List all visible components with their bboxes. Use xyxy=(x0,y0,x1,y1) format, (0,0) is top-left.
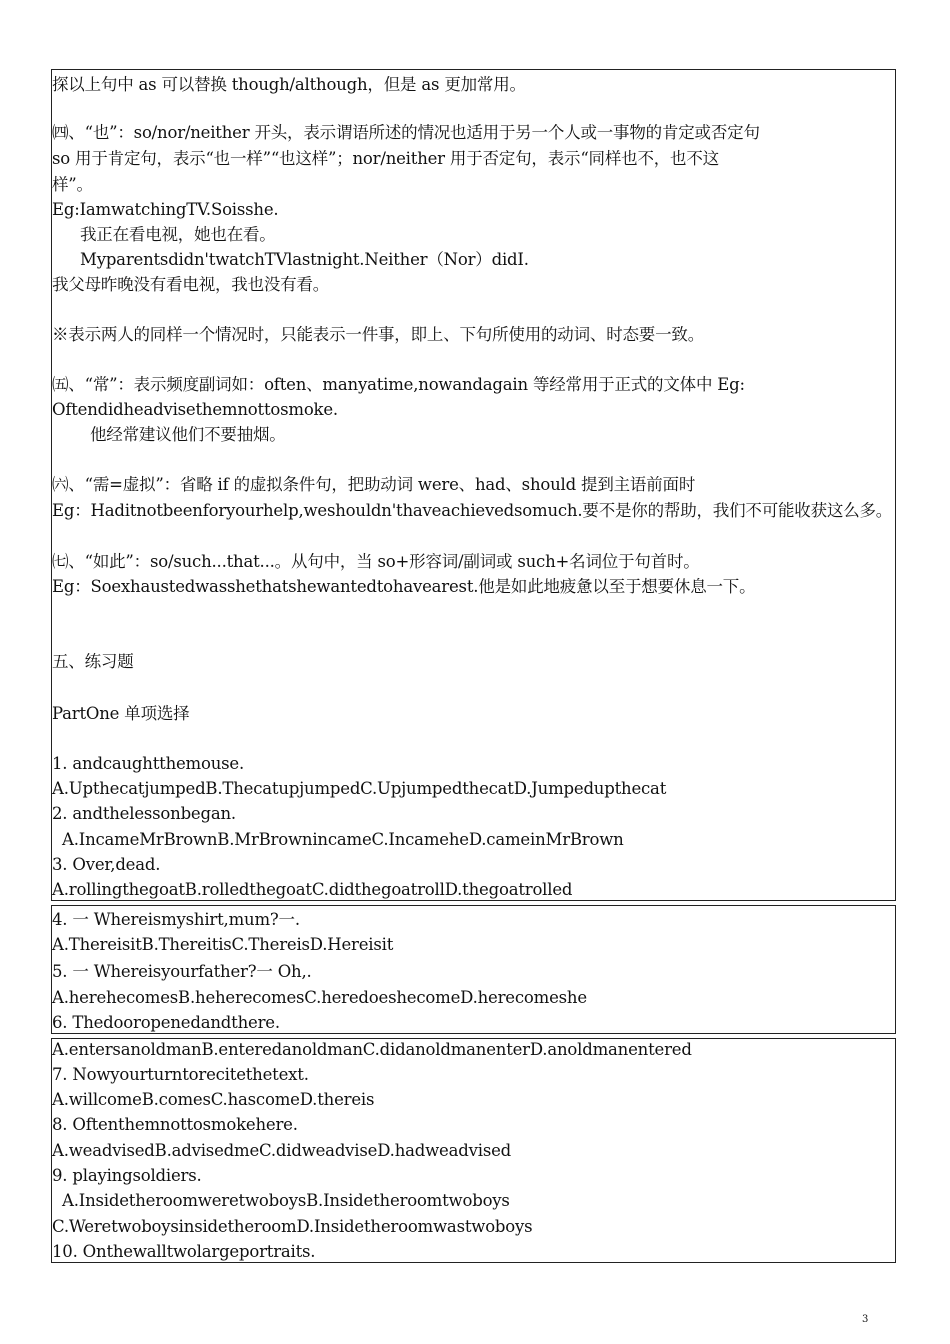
grammar-notes-box xyxy=(51,69,896,901)
question: 2. andthelessonbegan. xyxy=(52,804,236,823)
question-options: A.entersanoldmanB.enteredanoldmanC.didanoldmanenterD.anoldmanentered xyxy=(52,1040,692,1059)
note-line: 他经常建议他们不要抽烟。 xyxy=(90,425,286,444)
note-line: ㈥、“需=虚拟”：省略 if 的虚拟条件句，把助动词 were、had、should 提到主语前面时 xyxy=(52,475,696,494)
question: 7. Nowyourturntorecitethetext. xyxy=(52,1065,309,1084)
note-line: so 用于肯定句，表示“也一样”“也这样”；nor/neither 用于否定句，表示“同样也不，也不这 xyxy=(52,149,719,168)
note-line: 探以上句中 as 可以替换 though/although，但是 as 更加常用。 xyxy=(52,75,526,94)
question-options: A.herehecomesB.hehereсomesC.heredoeshecomeD.herecomeshe xyxy=(52,988,587,1007)
part-title: PartOne 单项选择 xyxy=(52,704,190,723)
question-options: A.InsidetheroomweretwoboysB.Insidetheroomtwoboys xyxy=(62,1191,510,1210)
question: 8. Oftenthemnottosmokehere. xyxy=(52,1115,298,1134)
question: 9. playingsoldiers. xyxy=(52,1166,202,1185)
question: 4. 一 Whereismyshirt,mum?一. xyxy=(52,910,300,929)
question-options: A.ThereisitB.ThereitisC.ThereisD.Hereisit xyxy=(52,935,394,954)
note-line: Eg：Haditnotbeenforyourhelp,weshouldn'thaveachievedsomuch.要不是你的帮助，我们不可能收获这么多。 xyxy=(52,501,893,520)
question-options: A.UpthecatjumpedB.ThecatupjumpedC.UpjumpedthecatD.Jumpedupthecat xyxy=(52,779,667,798)
question: 5. 一 Whereisyourfather?一 Oh,. xyxy=(52,962,312,981)
note-line: Oftendidheadvisethemnottosmoke. xyxy=(52,400,338,419)
question-options: A.willcomeB.comesC.hascomeD.thereis xyxy=(52,1090,375,1109)
questions-box-3 xyxy=(51,1038,896,1263)
note-line: ㈣、“也”：so/nor/neither 开头，表示谓语所述的情况也适用于另一个人或一事物的肯定或否定句 xyxy=(52,123,760,142)
page-number: 3 xyxy=(862,1314,869,1325)
note-line: ※表示两人的同样一个情况时，只能表示一件事，即上、下句所使用的动词、时态要一致。 xyxy=(52,325,705,344)
note-line: Eg：Soexhaustedwasshethatshewantedtohavearest.他是如此地疲惫以至于想要休息一下。 xyxy=(52,577,756,596)
question-options: A.IncameMrBrownB.MrBrownincameC.IncameheD.cameinMrBrown xyxy=(62,830,624,849)
question: 6. Thedooropenedandthere. xyxy=(52,1013,280,1032)
questions-box-2 xyxy=(51,905,896,1034)
question: 3. Over,dead. xyxy=(52,855,161,874)
note-line: ㈤、“常”：表示频度副词如：often、manyatime,nowandagain 等经常用于正式的文体中 Eg: xyxy=(52,375,745,394)
note-line: Eg:IamwatchingTV.Soisshe. xyxy=(52,200,279,219)
note-line: 样”。 xyxy=(52,175,93,194)
note-line: Myparentsdidn'twatchTVlastnight.Neither（Nor）didI. xyxy=(80,250,529,269)
question-options: A.weadvisedB.advisedmeC.didweadviseD.hadweadvised xyxy=(52,1141,512,1160)
note-line: 我正在看电视，她也在看。 xyxy=(80,225,276,244)
note-line: ㈦、“如此”：so/such...that...。从句中，当 so+形容词/副词或 such+名词位于句首时。 xyxy=(52,552,700,571)
question: 1. andcaughtthemouse. xyxy=(52,754,245,773)
question-options: C.WeretwoboysinsidetheroomD.Insidetheroomwastwoboys xyxy=(52,1217,533,1236)
note-line: 我父母昨晚没有看电视，我也没有看。 xyxy=(52,275,330,294)
question: 10. Onthewalltwolargeportraits. xyxy=(52,1242,316,1261)
question-options: A.rollingthegoatB.rolledthegoatC.didthegoatrollD.thegoatrolled xyxy=(52,880,573,899)
section-title: 五、练习题 xyxy=(52,652,134,671)
